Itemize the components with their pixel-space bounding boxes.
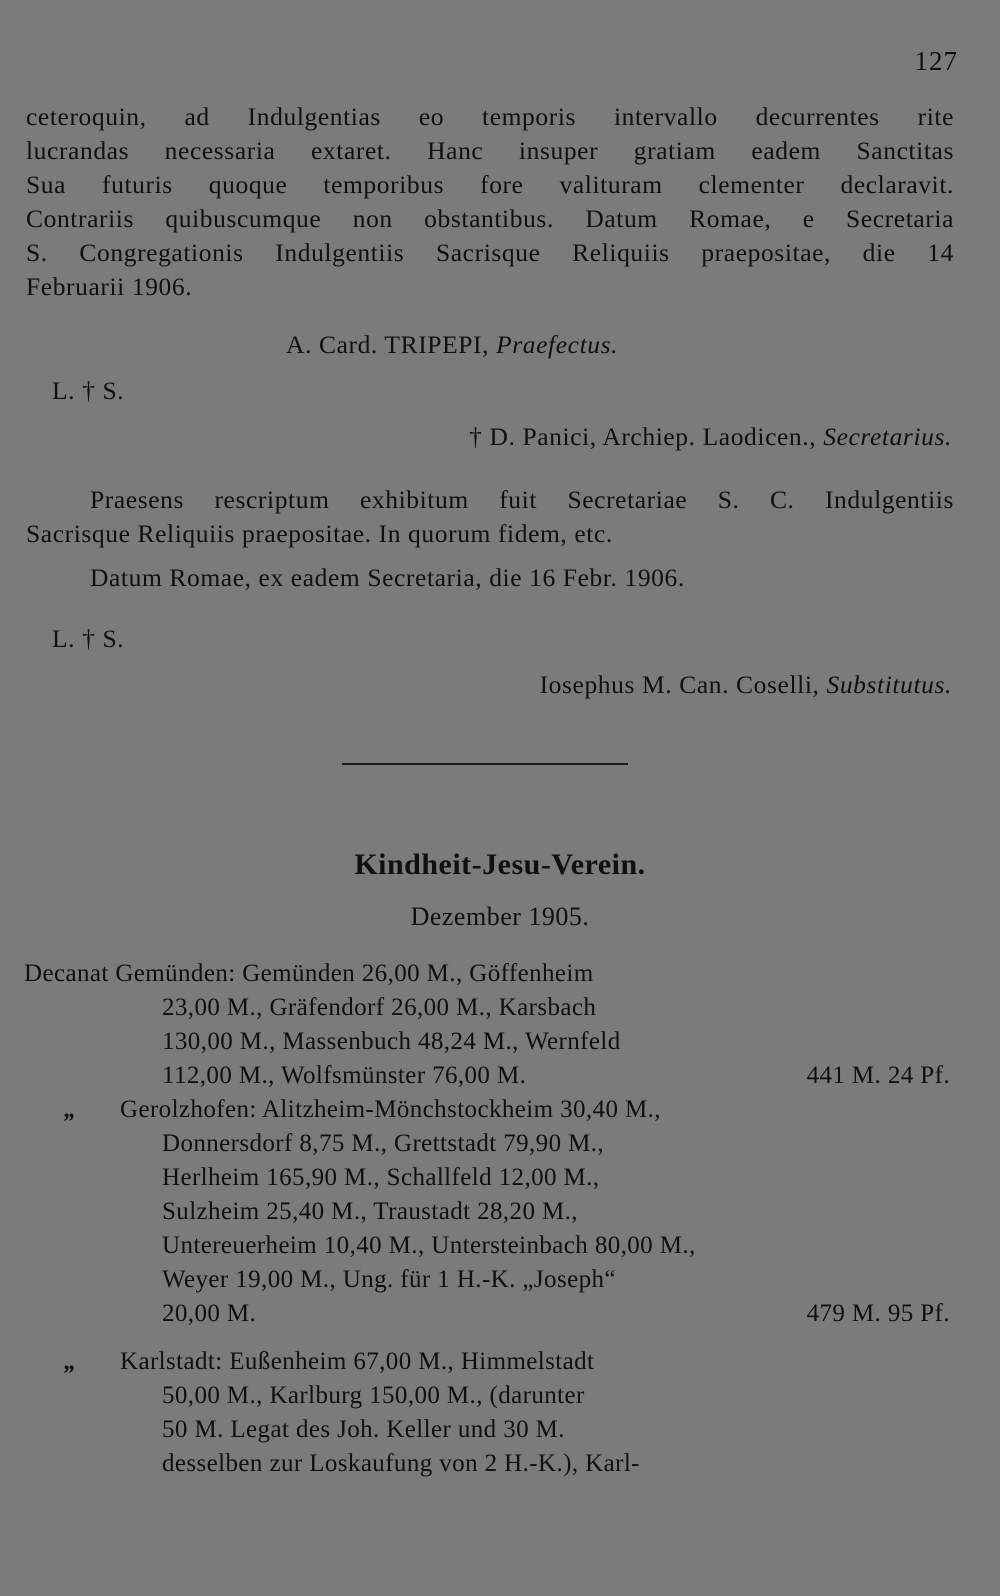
section-title: Kindheit-Jesu-Verein. [354, 848, 646, 881]
paragraph-line: Contrariis quibuscumque non obstantibus. Datum Romae, e Secretaria [26, 204, 954, 233]
paragraph-line: Februarii 1906. [26, 272, 193, 301]
entry-line: 23,00 M., Gräfendorf 26,00 M., Karsbach [162, 994, 597, 1021]
entry-line: 50,00 M., Karlburg 150,00 M., (darunter [162, 1382, 585, 1409]
entry-line: Karlstadt: Eußenheim 67,00 M., Himmelstadt [120, 1348, 595, 1375]
section-divider [342, 763, 628, 765]
entry-line: Sulzheim 25,40 M., Traustadt 28,20 M., [162, 1198, 578, 1225]
paragraph-line: Sacrisque Reliquiis praepositae. In quorum fidem, etc. [26, 519, 613, 548]
secretary-name: † D. Panici, Archiep. Laodicen., [469, 422, 817, 451]
seal-mark: L. † S. [52, 376, 125, 405]
substitute-signature [540, 670, 952, 700]
entry-line: Donnersdorf 8,75 M., Grettstadt 79,90 M., [162, 1130, 605, 1157]
prefect-name: A. Card. TRIPEPI, [286, 330, 490, 359]
entry-line: Untereuerheim 10,40 M., Untersteinbach 80,00 M., [162, 1232, 696, 1259]
decree-paragraph [26, 100, 954, 304]
secretary-title: Secretarius. [823, 422, 952, 451]
entry-line: desselben zur Loskaufung von 2 H.-K.), Karl- [162, 1450, 640, 1477]
ditto-mark: „ [64, 1097, 76, 1123]
entry-line: 130,00 M., Massenbuch 48,24 M., Wernfeld [162, 1028, 621, 1055]
paragraph-line: Praesens rescriptum exhibitum fuit Secretariae S. C. Indulgentiis [90, 485, 954, 514]
entry-line: 112,00 M., Wolfsmünster 76,00 M. [162, 1062, 527, 1089]
page-number: 127 [914, 46, 958, 76]
entry-line: 50 M. Legat des Joh. Keller und 30 M. [162, 1416, 565, 1443]
paragraph-line: Sua futuris quoque temporibus fore valituram clementer declaravit. [26, 170, 954, 199]
secretary-signature [469, 422, 952, 452]
entry-amount: 441 M. 24 Pf. [806, 1062, 950, 1089]
entry-line: Herlheim 165,90 M., Schallfeld 12,00 M., [162, 1164, 600, 1191]
paragraph-line: ceteroquin, ad Indulgentias eo temporis intervallo decurrentes rite [26, 102, 954, 131]
rescript-paragraph [26, 483, 954, 551]
entry-line: Decanat Gemünden: Gemünden 26,00 M., Göffenheim [24, 960, 594, 987]
prefect-signature [286, 330, 618, 360]
paragraph-line: lucrandas necessaria extaret. Hanc insuper gratiam eadem Sanctitas [26, 136, 954, 165]
ditto-mark: „ [64, 1349, 76, 1375]
section-subtitle: Dezember 1905. [410, 902, 590, 931]
substitute-name: Iosephus M. Can. Coselli, [539, 670, 820, 699]
entry-amount: 479 M. 95 Pf. [806, 1300, 950, 1327]
prefect-title: Praefectus. [496, 330, 619, 359]
dated-line: Datum Romae, ex eadem Secretaria, die 16 Febr. 1906. [90, 563, 685, 592]
entry-line: Gerolzhofen: Alitzheim-Mönchstockheim 30,40 M., [120, 1096, 661, 1123]
seal-mark: L. † S. [52, 624, 125, 653]
paragraph-line: S. Congregationis Indulgentiis Sacrisque Reliquiis praepositae, die 14 [26, 238, 954, 267]
substitute-title: Substitutus. [826, 670, 952, 699]
entry-line: Weyer 19,00 M., Ung. für 1 H.-K. „Joseph“ [162, 1266, 616, 1293]
entry-line: 20,00 M. [162, 1300, 257, 1327]
